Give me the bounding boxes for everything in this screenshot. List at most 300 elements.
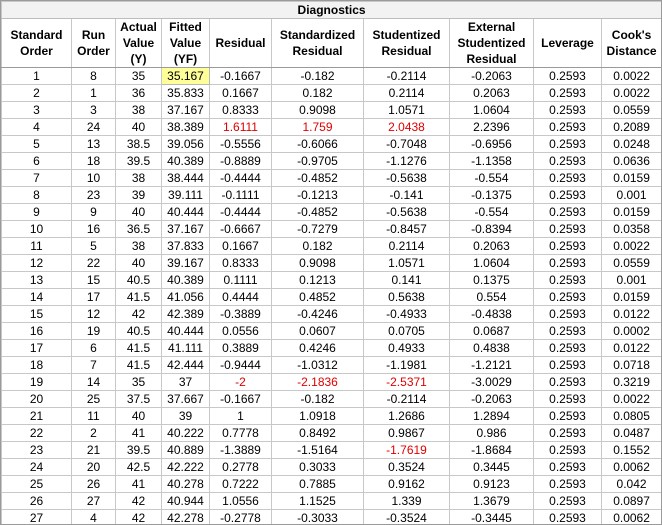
cell-residual[interactable]: -0.4444	[210, 204, 272, 221]
cell-run-order[interactable]: 24	[72, 119, 116, 136]
cell-run-order[interactable]: 7	[72, 357, 116, 374]
cell-studentized-residual[interactable]: -0.7048	[364, 136, 450, 153]
cell-fitted-value-yf[interactable]: 35.833	[162, 85, 210, 102]
cell-fitted-value-yf[interactable]: 37.167	[162, 221, 210, 238]
cell-standardized-residual[interactable]: 0.8492	[272, 425, 364, 442]
cell-studentized-residual[interactable]: -2.5371	[364, 374, 450, 391]
cell-external-studentized-residual[interactable]: 0.2063	[450, 85, 534, 102]
cell-actual-value-y[interactable]: 37.5	[116, 391, 162, 408]
cell-run-order[interactable]: 26	[72, 476, 116, 493]
cell-fitted-value-yf[interactable]: 41.111	[162, 340, 210, 357]
cell-studentized-residual[interactable]: 1.0571	[364, 102, 450, 119]
cell-external-studentized-residual[interactable]: 1.2894	[450, 408, 534, 425]
cell-external-studentized-residual[interactable]: 0.1375	[450, 272, 534, 289]
cell-studentized-residual[interactable]: 0.0705	[364, 323, 450, 340]
cell-residual[interactable]: 0.1667	[210, 238, 272, 255]
table-row[interactable]	[2, 170, 662, 187]
cell-cook-s-distance[interactable]: 0.0022	[602, 85, 662, 102]
cell-actual-value-y[interactable]: 38	[116, 102, 162, 119]
cell-run-order[interactable]: 18	[72, 153, 116, 170]
cell-leverage[interactable]: 0.2593	[534, 187, 602, 204]
cell-studentized-residual[interactable]: -0.2114	[364, 68, 450, 85]
cell-cook-s-distance[interactable]: 0.0122	[602, 340, 662, 357]
cell-cook-s-distance[interactable]: 0.0122	[602, 306, 662, 323]
cell-external-studentized-residual[interactable]: -3.0029	[450, 374, 534, 391]
cell-residual[interactable]: 0.2778	[210, 459, 272, 476]
cell-residual[interactable]: -0.1667	[210, 391, 272, 408]
table-row[interactable]	[2, 187, 662, 204]
cell-leverage[interactable]: 0.2593	[534, 459, 602, 476]
cell-standardized-residual[interactable]: -2.1836	[272, 374, 364, 391]
cell-fitted-value-yf[interactable]: 40.389	[162, 153, 210, 170]
cell-cook-s-distance[interactable]: 0.0636	[602, 153, 662, 170]
cell-studentized-residual[interactable]: 0.4933	[364, 340, 450, 357]
cell-fitted-value-yf[interactable]: 40.278	[162, 476, 210, 493]
column-header-studentized-residual[interactable]: Studentized Residual	[364, 19, 450, 68]
cell-residual[interactable]: 1	[210, 408, 272, 425]
table-row[interactable]	[2, 493, 662, 510]
cell-cook-s-distance[interactable]: 0.3219	[602, 374, 662, 391]
cell-leverage[interactable]: 0.2593	[534, 374, 602, 391]
cell-residual[interactable]: -0.8889	[210, 153, 272, 170]
cell-actual-value-y[interactable]: 40	[116, 408, 162, 425]
cell-studentized-residual[interactable]: -0.5638	[364, 204, 450, 221]
column-header-cook-s-distance[interactable]: Cook's Distance	[602, 19, 662, 68]
cell-run-order[interactable]: 23	[72, 187, 116, 204]
cell-leverage[interactable]: 0.2593	[534, 357, 602, 374]
cell-studentized-residual[interactable]: 2.0438	[364, 119, 450, 136]
cell-fitted-value-yf[interactable]: 35.167	[162, 68, 210, 85]
cell-standard-order[interactable]: 11	[2, 238, 72, 255]
table-row[interactable]	[2, 221, 662, 238]
cell-studentized-residual[interactable]: -0.3524	[364, 510, 450, 525]
cell-external-studentized-residual[interactable]: -0.1375	[450, 187, 534, 204]
cell-standardized-residual[interactable]: 0.1213	[272, 272, 364, 289]
cell-external-studentized-residual[interactable]: -0.2063	[450, 391, 534, 408]
cell-external-studentized-residual[interactable]: -1.8684	[450, 442, 534, 459]
cell-standard-order[interactable]: 14	[2, 289, 72, 306]
cell-cook-s-distance[interactable]: 0.0358	[602, 221, 662, 238]
cell-actual-value-y[interactable]: 36.5	[116, 221, 162, 238]
cell-fitted-value-yf[interactable]: 42.278	[162, 510, 210, 525]
cell-standard-order[interactable]: 12	[2, 255, 72, 272]
cell-cook-s-distance[interactable]: 0.0022	[602, 391, 662, 408]
cell-fitted-value-yf[interactable]: 41.056	[162, 289, 210, 306]
cell-standardized-residual[interactable]: -1.0312	[272, 357, 364, 374]
cell-fitted-value-yf[interactable]: 39	[162, 408, 210, 425]
cell-external-studentized-residual[interactable]: -1.1358	[450, 153, 534, 170]
cell-actual-value-y[interactable]: 38	[116, 238, 162, 255]
cell-actual-value-y[interactable]: 39	[116, 187, 162, 204]
cell-external-studentized-residual[interactable]: 0.554	[450, 289, 534, 306]
cell-actual-value-y[interactable]: 42	[116, 510, 162, 525]
cell-residual[interactable]: 0.3889	[210, 340, 272, 357]
cell-fitted-value-yf[interactable]: 39.111	[162, 187, 210, 204]
cell-cook-s-distance[interactable]: 0.0002	[602, 323, 662, 340]
cell-studentized-residual[interactable]: -1.1981	[364, 357, 450, 374]
cell-standardized-residual[interactable]: -0.7279	[272, 221, 364, 238]
cell-cook-s-distance[interactable]: 0.0559	[602, 102, 662, 119]
table-row[interactable]	[2, 272, 662, 289]
cell-run-order[interactable]: 16	[72, 221, 116, 238]
cell-standardized-residual[interactable]: 0.182	[272, 85, 364, 102]
cell-cook-s-distance[interactable]: 0.042	[602, 476, 662, 493]
column-header-actual-value-y[interactable]: Actual Value (Y)	[116, 19, 162, 68]
cell-studentized-residual[interactable]: 0.5638	[364, 289, 450, 306]
cell-fitted-value-yf[interactable]: 40.944	[162, 493, 210, 510]
cell-residual[interactable]: -0.2778	[210, 510, 272, 525]
cell-residual[interactable]: -0.4444	[210, 170, 272, 187]
cell-fitted-value-yf[interactable]: 40.222	[162, 425, 210, 442]
cell-run-order[interactable]: 6	[72, 340, 116, 357]
cell-residual[interactable]: 0.8333	[210, 102, 272, 119]
cell-cook-s-distance[interactable]: 0.0159	[602, 170, 662, 187]
cell-actual-value-y[interactable]: 41.5	[116, 340, 162, 357]
cell-leverage[interactable]: 0.2593	[534, 136, 602, 153]
cell-standardized-residual[interactable]: -0.4852	[272, 204, 364, 221]
cell-cook-s-distance[interactable]: 0.0062	[602, 459, 662, 476]
cell-residual[interactable]: -0.6667	[210, 221, 272, 238]
table-row[interactable]	[2, 374, 662, 391]
table-row[interactable]	[2, 255, 662, 272]
cell-leverage[interactable]: 0.2593	[534, 306, 602, 323]
cell-cook-s-distance[interactable]: 0.001	[602, 187, 662, 204]
cell-run-order[interactable]: 13	[72, 136, 116, 153]
cell-standardized-residual[interactable]: 0.7885	[272, 476, 364, 493]
cell-external-studentized-residual[interactable]: 0.0687	[450, 323, 534, 340]
cell-actual-value-y[interactable]: 42.5	[116, 459, 162, 476]
column-header-external-studentized-residual[interactable]: External Studentized Residual	[450, 19, 534, 68]
cell-actual-value-y[interactable]: 41	[116, 425, 162, 442]
cell-standard-order[interactable]: 10	[2, 221, 72, 238]
cell-cook-s-distance[interactable]: 0.0159	[602, 204, 662, 221]
cell-studentized-residual[interactable]: 0.141	[364, 272, 450, 289]
cell-run-order[interactable]: 27	[72, 493, 116, 510]
cell-leverage[interactable]: 0.2593	[534, 391, 602, 408]
cell-actual-value-y[interactable]: 41	[116, 476, 162, 493]
cell-residual[interactable]: 0.7222	[210, 476, 272, 493]
cell-standard-order[interactable]: 9	[2, 204, 72, 221]
cell-standardized-residual[interactable]: -0.182	[272, 391, 364, 408]
cell-external-studentized-residual[interactable]: 2.2396	[450, 119, 534, 136]
cell-residual[interactable]: 0.0556	[210, 323, 272, 340]
cell-studentized-residual[interactable]: -0.2114	[364, 391, 450, 408]
table-row[interactable]	[2, 340, 662, 357]
cell-standardized-residual[interactable]: -0.9705	[272, 153, 364, 170]
table-row[interactable]	[2, 85, 662, 102]
cell-actual-value-y[interactable]: 40	[116, 255, 162, 272]
cell-cook-s-distance[interactable]: 0.0487	[602, 425, 662, 442]
cell-standard-order[interactable]: 13	[2, 272, 72, 289]
cell-leverage[interactable]: 0.2593	[534, 170, 602, 187]
cell-standard-order[interactable]: 5	[2, 136, 72, 153]
cell-fitted-value-yf[interactable]: 40.444	[162, 323, 210, 340]
cell-residual[interactable]: -0.5556	[210, 136, 272, 153]
cell-actual-value-y[interactable]: 39.5	[116, 153, 162, 170]
cell-standardized-residual[interactable]: 0.182	[272, 238, 364, 255]
cell-standard-order[interactable]: 22	[2, 425, 72, 442]
cell-residual[interactable]: 0.1667	[210, 85, 272, 102]
cell-standardized-residual[interactable]: 0.9098	[272, 255, 364, 272]
cell-standard-order[interactable]: 19	[2, 374, 72, 391]
table-row[interactable]	[2, 323, 662, 340]
cell-run-order[interactable]: 5	[72, 238, 116, 255]
cell-leverage[interactable]: 0.2593	[534, 493, 602, 510]
cell-leverage[interactable]: 0.2593	[534, 221, 602, 238]
cell-residual[interactable]: -0.1667	[210, 68, 272, 85]
table-row[interactable]	[2, 204, 662, 221]
cell-standardized-residual[interactable]: -0.4852	[272, 170, 364, 187]
cell-run-order[interactable]: 2	[72, 425, 116, 442]
cell-residual[interactable]: 0.8333	[210, 255, 272, 272]
cell-standardized-residual[interactable]: 0.4852	[272, 289, 364, 306]
cell-cook-s-distance[interactable]: 0.2089	[602, 119, 662, 136]
cell-actual-value-y[interactable]: 35	[116, 68, 162, 85]
cell-run-order[interactable]: 11	[72, 408, 116, 425]
table-row[interactable]	[2, 476, 662, 493]
cell-residual[interactable]: 0.7778	[210, 425, 272, 442]
cell-studentized-residual[interactable]: 0.9867	[364, 425, 450, 442]
cell-cook-s-distance[interactable]: 0.0805	[602, 408, 662, 425]
table-row[interactable]	[2, 510, 662, 525]
cell-standard-order[interactable]: 26	[2, 493, 72, 510]
cell-actual-value-y[interactable]: 41.5	[116, 357, 162, 374]
cell-residual[interactable]: -2	[210, 374, 272, 391]
cell-standardized-residual[interactable]: -0.6066	[272, 136, 364, 153]
cell-standard-order[interactable]: 4	[2, 119, 72, 136]
cell-studentized-residual[interactable]: -1.7619	[364, 442, 450, 459]
cell-leverage[interactable]: 0.2593	[534, 255, 602, 272]
cell-run-order[interactable]: 17	[72, 289, 116, 306]
cell-standardized-residual[interactable]: 1.1525	[272, 493, 364, 510]
table-row[interactable]	[2, 136, 662, 153]
cell-external-studentized-residual[interactable]: 0.9123	[450, 476, 534, 493]
cell-fitted-value-yf[interactable]: 37.833	[162, 238, 210, 255]
cell-fitted-value-yf[interactable]: 38.389	[162, 119, 210, 136]
cell-studentized-residual[interactable]: -0.5638	[364, 170, 450, 187]
cell-residual[interactable]: -0.3889	[210, 306, 272, 323]
cell-fitted-value-yf[interactable]: 37.167	[162, 102, 210, 119]
cell-actual-value-y[interactable]: 40.5	[116, 272, 162, 289]
cell-fitted-value-yf[interactable]: 40.889	[162, 442, 210, 459]
cell-leverage[interactable]: 0.2593	[534, 442, 602, 459]
cell-leverage[interactable]: 0.2593	[534, 272, 602, 289]
cell-standardized-residual[interactable]: -0.3033	[272, 510, 364, 525]
table-row[interactable]	[2, 119, 662, 136]
cell-cook-s-distance[interactable]: 0.1552	[602, 442, 662, 459]
cell-residual[interactable]: -0.9444	[210, 357, 272, 374]
cell-leverage[interactable]: 0.2593	[534, 510, 602, 525]
cell-leverage[interactable]: 0.2593	[534, 68, 602, 85]
cell-external-studentized-residual[interactable]: -0.554	[450, 204, 534, 221]
cell-fitted-value-yf[interactable]: 38.444	[162, 170, 210, 187]
cell-studentized-residual[interactable]: -0.8457	[364, 221, 450, 238]
table-row[interactable]	[2, 153, 662, 170]
cell-residual[interactable]: 1.0556	[210, 493, 272, 510]
cell-run-order[interactable]: 25	[72, 391, 116, 408]
table-row[interactable]	[2, 68, 662, 85]
cell-fitted-value-yf[interactable]: 42.222	[162, 459, 210, 476]
cell-cook-s-distance[interactable]: 0.0022	[602, 68, 662, 85]
cell-external-studentized-residual[interactable]: -0.2063	[450, 68, 534, 85]
cell-cook-s-distance[interactable]: 0.0062	[602, 510, 662, 525]
cell-standard-order[interactable]: 17	[2, 340, 72, 357]
cell-actual-value-y[interactable]: 40.5	[116, 323, 162, 340]
cell-cook-s-distance[interactable]: 0.0897	[602, 493, 662, 510]
cell-studentized-residual[interactable]: 1.0571	[364, 255, 450, 272]
cell-actual-value-y[interactable]: 42	[116, 493, 162, 510]
cell-standard-order[interactable]: 7	[2, 170, 72, 187]
cell-leverage[interactable]: 0.2593	[534, 102, 602, 119]
cell-cook-s-distance[interactable]: 0.0248	[602, 136, 662, 153]
cell-standard-order[interactable]: 2	[2, 85, 72, 102]
cell-actual-value-y[interactable]: 39.5	[116, 442, 162, 459]
cell-actual-value-y[interactable]: 38.5	[116, 136, 162, 153]
cell-run-order[interactable]: 19	[72, 323, 116, 340]
cell-external-studentized-residual[interactable]: -1.2121	[450, 357, 534, 374]
cell-standard-order[interactable]: 25	[2, 476, 72, 493]
cell-actual-value-y[interactable]: 40	[116, 204, 162, 221]
cell-leverage[interactable]: 0.2593	[534, 289, 602, 306]
table-row[interactable]	[2, 459, 662, 476]
cell-fitted-value-yf[interactable]: 40.389	[162, 272, 210, 289]
cell-leverage[interactable]: 0.2593	[534, 340, 602, 357]
cell-standard-order[interactable]: 3	[2, 102, 72, 119]
cell-studentized-residual[interactable]: 0.2114	[364, 238, 450, 255]
table-row[interactable]	[2, 408, 662, 425]
cell-standard-order[interactable]: 24	[2, 459, 72, 476]
cell-standardized-residual[interactable]: -0.1213	[272, 187, 364, 204]
cell-fitted-value-yf[interactable]: 42.444	[162, 357, 210, 374]
cell-residual[interactable]: -1.3889	[210, 442, 272, 459]
cell-standardized-residual[interactable]: -0.4246	[272, 306, 364, 323]
cell-run-order[interactable]: 15	[72, 272, 116, 289]
cell-run-order[interactable]: 21	[72, 442, 116, 459]
cell-leverage[interactable]: 0.2593	[534, 425, 602, 442]
cell-standard-order[interactable]: 27	[2, 510, 72, 525]
table-row[interactable]	[2, 357, 662, 374]
cell-external-studentized-residual[interactable]: 0.3445	[450, 459, 534, 476]
cell-standard-order[interactable]: 16	[2, 323, 72, 340]
cell-standardized-residual[interactable]: 0.9098	[272, 102, 364, 119]
table-row[interactable]	[2, 102, 662, 119]
cell-studentized-residual[interactable]: 0.9162	[364, 476, 450, 493]
cell-actual-value-y[interactable]: 41.5	[116, 289, 162, 306]
table-row[interactable]	[2, 289, 662, 306]
cell-studentized-residual[interactable]: 1.339	[364, 493, 450, 510]
cell-leverage[interactable]: 0.2593	[534, 323, 602, 340]
cell-standardized-residual[interactable]: 1.0918	[272, 408, 364, 425]
table-row[interactable]	[2, 238, 662, 255]
cell-standard-order[interactable]: 6	[2, 153, 72, 170]
cell-external-studentized-residual[interactable]: 1.0604	[450, 255, 534, 272]
column-header-fitted-value-yf[interactable]: Fitted Value (YF)	[162, 19, 210, 68]
cell-leverage[interactable]: 0.2593	[534, 238, 602, 255]
table-row[interactable]	[2, 442, 662, 459]
table-row[interactable]	[2, 306, 662, 323]
cell-run-order[interactable]: 1	[72, 85, 116, 102]
cell-run-order[interactable]: 22	[72, 255, 116, 272]
cell-actual-value-y[interactable]: 35	[116, 374, 162, 391]
cell-residual[interactable]: 0.4444	[210, 289, 272, 306]
cell-cook-s-distance[interactable]: 0.0159	[602, 289, 662, 306]
cell-studentized-residual[interactable]: -0.4933	[364, 306, 450, 323]
column-header-residual[interactable]: Residual	[210, 19, 272, 68]
cell-residual[interactable]: 1.6111	[210, 119, 272, 136]
cell-external-studentized-residual[interactable]: 0.4838	[450, 340, 534, 357]
cell-fitted-value-yf[interactable]: 42.389	[162, 306, 210, 323]
cell-run-order[interactable]: 4	[72, 510, 116, 525]
cell-external-studentized-residual[interactable]: 1.3679	[450, 493, 534, 510]
column-header-leverage[interactable]: Leverage	[534, 19, 602, 68]
cell-standard-order[interactable]: 18	[2, 357, 72, 374]
cell-run-order[interactable]: 20	[72, 459, 116, 476]
cell-external-studentized-residual[interactable]: -0.554	[450, 170, 534, 187]
cell-run-order[interactable]: 12	[72, 306, 116, 323]
table-row[interactable]	[2, 391, 662, 408]
cell-external-studentized-residual[interactable]: 0.986	[450, 425, 534, 442]
cell-standard-order[interactable]: 1	[2, 68, 72, 85]
cell-cook-s-distance[interactable]: 0.001	[602, 272, 662, 289]
cell-external-studentized-residual[interactable]: 0.2063	[450, 238, 534, 255]
table-row[interactable]	[2, 425, 662, 442]
cell-run-order[interactable]: 3	[72, 102, 116, 119]
cell-cook-s-distance[interactable]: 0.0718	[602, 357, 662, 374]
cell-fitted-value-yf[interactable]: 37.667	[162, 391, 210, 408]
cell-external-studentized-residual[interactable]: -0.3445	[450, 510, 534, 525]
cell-external-studentized-residual[interactable]: 1.0604	[450, 102, 534, 119]
cell-leverage[interactable]: 0.2593	[534, 476, 602, 493]
cell-fitted-value-yf[interactable]: 39.056	[162, 136, 210, 153]
cell-standard-order[interactable]: 21	[2, 408, 72, 425]
cell-standard-order[interactable]: 23	[2, 442, 72, 459]
cell-leverage[interactable]: 0.2593	[534, 153, 602, 170]
cell-standard-order[interactable]: 8	[2, 187, 72, 204]
cell-standardized-residual[interactable]: 0.3033	[272, 459, 364, 476]
cell-leverage[interactable]: 0.2593	[534, 119, 602, 136]
cell-fitted-value-yf[interactable]: 39.167	[162, 255, 210, 272]
column-header-run-order[interactable]: Run Order	[72, 19, 116, 68]
column-header-standard-order[interactable]: Standard Order	[2, 19, 72, 68]
cell-studentized-residual[interactable]: 0.3524	[364, 459, 450, 476]
cell-standard-order[interactable]: 15	[2, 306, 72, 323]
cell-studentized-residual[interactable]: 0.2114	[364, 85, 450, 102]
cell-standardized-residual[interactable]: 0.4246	[272, 340, 364, 357]
cell-standardized-residual[interactable]: -1.5164	[272, 442, 364, 459]
cell-cook-s-distance[interactable]: 0.0559	[602, 255, 662, 272]
cell-fitted-value-yf[interactable]: 40.444	[162, 204, 210, 221]
cell-external-studentized-residual[interactable]: -0.8394	[450, 221, 534, 238]
cell-run-order[interactable]: 9	[72, 204, 116, 221]
cell-external-studentized-residual[interactable]: -0.6956	[450, 136, 534, 153]
cell-run-order[interactable]: 8	[72, 68, 116, 85]
cell-cook-s-distance[interactable]: 0.0022	[602, 238, 662, 255]
cell-residual[interactable]: -0.1111	[210, 187, 272, 204]
cell-leverage[interactable]: 0.2593	[534, 408, 602, 425]
cell-studentized-residual[interactable]: -0.141	[364, 187, 450, 204]
cell-standardized-residual[interactable]: -0.182	[272, 68, 364, 85]
cell-actual-value-y[interactable]: 36	[116, 85, 162, 102]
cell-standardized-residual[interactable]: 0.0607	[272, 323, 364, 340]
cell-standardized-residual[interactable]: 1.759	[272, 119, 364, 136]
cell-studentized-residual[interactable]: 1.2686	[364, 408, 450, 425]
cell-leverage[interactable]: 0.2593	[534, 85, 602, 102]
cell-leverage[interactable]: 0.2593	[534, 204, 602, 221]
column-header-standardized-residual[interactable]: Standardized Residual	[272, 19, 364, 68]
cell-run-order[interactable]: 14	[72, 374, 116, 391]
cell-studentized-residual[interactable]: -1.1276	[364, 153, 450, 170]
cell-actual-value-y[interactable]: 40	[116, 119, 162, 136]
